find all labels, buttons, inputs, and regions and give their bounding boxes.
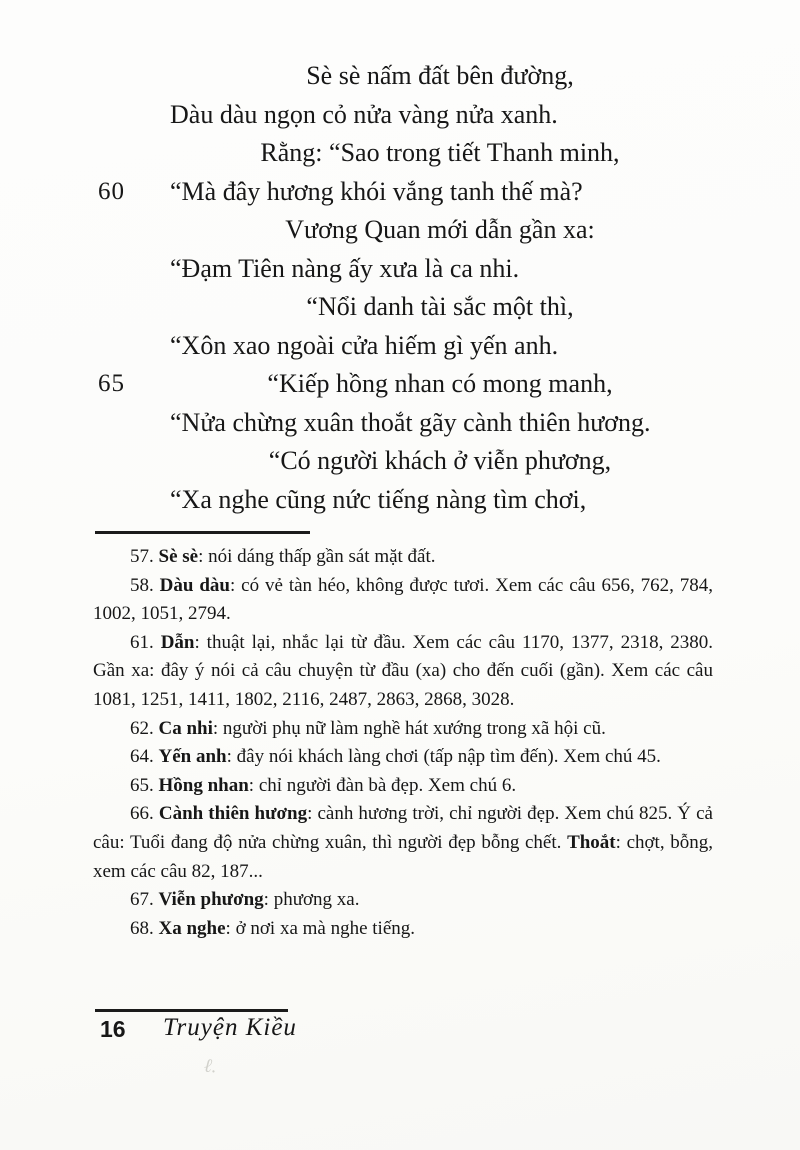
verse-text: Vương Quan mới dẫn gần xa: xyxy=(285,215,595,244)
footnote xyxy=(93,915,713,944)
verse-text: Sè sè nấm đất bên đường, xyxy=(306,61,574,90)
footnote xyxy=(93,886,713,915)
verse-line-number: 65 xyxy=(98,370,125,397)
footnote-text: 65. xyxy=(130,774,159,796)
verse-line xyxy=(170,327,710,366)
footnote-term: Dàu dàu xyxy=(159,574,230,596)
footnote-text: 62. xyxy=(130,717,159,739)
footnote xyxy=(93,743,713,772)
footnote-term: Xa nghe xyxy=(158,917,226,939)
footnote-text: 66. xyxy=(130,803,159,825)
verse-line xyxy=(170,288,710,327)
footnote xyxy=(93,543,713,572)
footnote-term: Thoắt xyxy=(567,831,616,853)
footnote-text: : chợt, bỗng, xem các câu 82, 187... xyxy=(93,831,714,882)
verse-line-number: 60 xyxy=(98,177,125,205)
footnote xyxy=(93,772,713,801)
verse-line xyxy=(98,365,710,404)
verse-text: “Nổi danh tài sắc một thì, xyxy=(306,292,574,321)
book-title: Truyện Kiều xyxy=(163,1014,297,1041)
verse-text: “Có người khách ở viễn phương, xyxy=(268,446,612,475)
footnote-term: Ca nhi xyxy=(158,717,213,739)
verse-text: “Xôn xao ngoài cửa hiếm gì yến anh. xyxy=(170,330,559,360)
footnote-term: Sè sè xyxy=(158,546,199,567)
footnote-text: : đây nói khách làng chơi (tấp nập tìm đến). Xem chú 45. xyxy=(226,746,661,768)
verse-text: Rằng: “Sao trong tiết Thanh minh, xyxy=(260,138,620,167)
footnote-text: : thuật lại, nhắc lại từ đầu. Xem các câu 1170, 1377, 2318, 2380. Gần xa: đây ý nói cả câu chuyện từ đầu (xa) cho đến cuối (gần). Xem các câu 1081, 1251, 1411, 1802, 2116, 2487, 2863, 2868, 3028. xyxy=(93,631,714,710)
footnotes-block xyxy=(93,543,713,943)
verse-text: Dàu dàu ngọn cỏ nửa vàng nửa xanh. xyxy=(170,99,558,129)
verse-line xyxy=(98,173,710,212)
footnote-text: : ở nơi xa mà nghe tiếng. xyxy=(225,917,416,939)
footnote-term: Dẫn xyxy=(160,631,195,653)
footnote-text: 61. xyxy=(130,631,161,653)
footnote xyxy=(93,800,713,886)
footnote-text: : nói dáng thấp gần sát mặt đất. xyxy=(198,546,436,567)
footnote-text: : cành hương trời, chỉ người đẹp. Xem chú 825. Ý cả câu: Tuổi đang độ nửa chừng xuân, thì người đẹp bỗng chết. xyxy=(93,803,713,853)
verse-line xyxy=(170,134,710,173)
footnote xyxy=(93,715,713,744)
verse-text: “Mà đây hương khói vắng tanh thế mà? xyxy=(170,176,583,206)
verse-text: “Kiếp hồng nhan có mong manh, xyxy=(267,369,613,398)
footnote-term: Cành thiên hương xyxy=(158,803,308,825)
footnote-divider xyxy=(95,531,310,534)
footnote-text: 64. xyxy=(130,746,159,768)
footnote-text: 57. xyxy=(130,546,159,567)
footnote-term: Yến anh xyxy=(158,746,227,768)
footnote-text: 67. xyxy=(130,889,159,911)
verse-text: “Nửa chừng xuân thoắt gãy cành thiên hương. xyxy=(170,407,651,437)
verse-text: “Xa nghe cũng nức tiếng nàng tìm chơi, xyxy=(170,484,587,514)
verse-line xyxy=(170,442,710,481)
verse-line xyxy=(170,57,710,96)
footnote-text: 68. xyxy=(130,917,159,939)
footer-rule xyxy=(95,1009,288,1012)
footnote-text: 58. xyxy=(130,574,160,596)
footnote-term: Hồng nhan xyxy=(158,774,249,796)
verse-line xyxy=(170,481,710,520)
verse-line xyxy=(170,211,710,250)
footnote-text: : chỉ người đàn bà đẹp. Xem chú 6. xyxy=(248,774,517,796)
verse-text: “Đạm Tiên nàng ấy xưa là ca nhi. xyxy=(170,253,520,283)
footnote-text: : người phụ nữ làm nghề hát xướng trong xã hội cũ. xyxy=(212,717,606,739)
page-number: 16 xyxy=(100,1016,126,1042)
footnote-text: : có vẻ tàn héo, không được tươi. Xem các câu 656, 762, 784, 1002, 1051, 2794. xyxy=(93,574,714,625)
footnote xyxy=(93,572,713,629)
verse-line xyxy=(170,404,710,443)
verse-line xyxy=(170,250,710,289)
footnote xyxy=(93,629,713,715)
footnote-term: Viễn phương xyxy=(158,889,264,911)
footnote-text: : phương xa. xyxy=(263,889,360,911)
verse-line xyxy=(170,96,710,135)
scan-artifact: ℓ. xyxy=(203,1055,218,1078)
verse-block xyxy=(98,57,710,519)
